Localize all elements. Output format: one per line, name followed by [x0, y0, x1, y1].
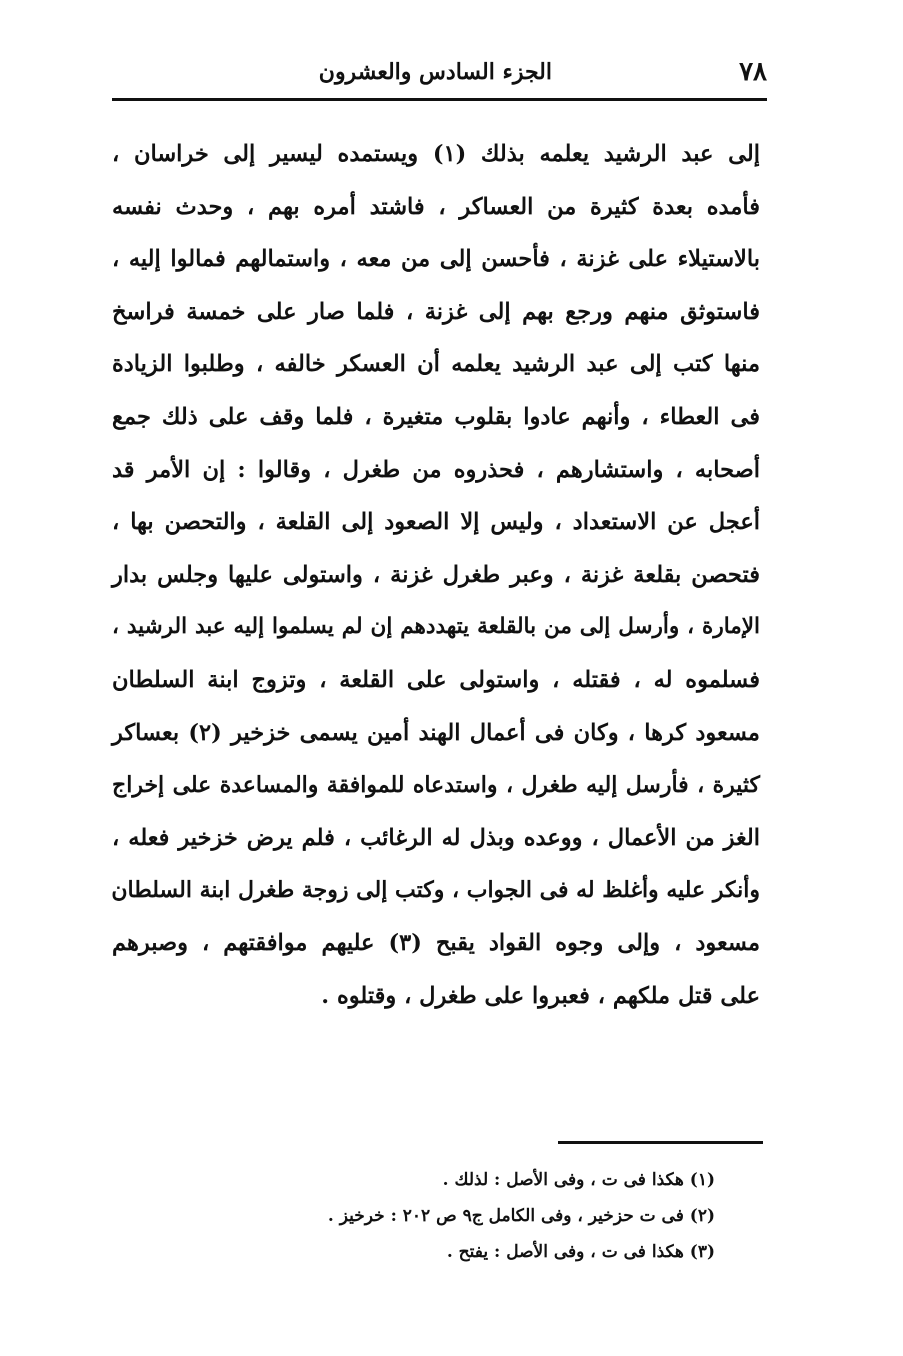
- text-line: بالاستيلاء على غزنة ، فأحسن إلى من معه ، واستمالهم فمالوا إليه ،: [112, 246, 760, 273]
- text-line: منها كتب إلى عبد الرشيد يعلمه أن العسكر خالفه ، وطلبوا الزيادة: [112, 351, 760, 378]
- header-rule: [112, 98, 767, 101]
- text-line: إلى عبد الرشيد يعلمه بذلك (١) ويستمده ليسير إلى خراسان ،: [112, 141, 760, 167]
- text-line: الغز من الأعمال ، ووعده وبذل له الرغائب ، فلم يرض خزخير فعله ،: [112, 824, 760, 851]
- page-header: [112, 55, 767, 93]
- footnote-2: (٢) فى ت حزخير ، وفى الكامل ج٩ ص ٢٠٢ : خرخيز .: [327, 1206, 715, 1226]
- text-line: مسعود ، وإلى وجوه القواد يقبح (٣) عليهم موافقتهم ، وصبرهم: [112, 929, 761, 956]
- main-text: [112, 128, 760, 1022]
- footnote-1: (١) هكذا فى ت ، وفى الأصل : لذلك .: [442, 1170, 715, 1190]
- footnote-3: (٣) هكذا فى ت ، وفى الأصل : يفتح .: [446, 1242, 715, 1262]
- text-line: كثيرة ، فأرسل إليه طغرل ، واستدعاه للموافقة والمساعدة على إخراج: [112, 772, 760, 799]
- text-line: أصحابه ، واستشارهم ، فحذروه من طغرل ، وقالوا : إن الأمر قد: [112, 456, 760, 483]
- text-line: أعجل عن الاستعداد ، وليس إلا الصعود إلى القلعة ، والتحصن بها ،: [112, 509, 760, 536]
- text-line: فسلموه له ، فقتله ، واستولى على القلعة ، وتزوج ابنة السلطان: [112, 666, 760, 693]
- text-line-last: على قتل ملكهم ، فعبروا على طغرل ، وقتلوه .: [321, 982, 760, 1009]
- page-number: ٧٨: [739, 57, 767, 87]
- text-line: فى العطاء ، وأنهم عادوا بقلوب متغيرة ، فلما وقف على ذلك جمع: [112, 403, 760, 430]
- text-line: مسعود كرها ، وكان فى أعمال الهند أمين يسمى خزخير (٢) بعساكر: [112, 719, 760, 746]
- text-line: فاستوثق منهم ورجع بهم إلى غزنة ، فلما صار على خمسة فراسخ: [112, 298, 760, 325]
- running-title: الجزء السادس والعشرون: [318, 59, 552, 85]
- footnote-rule: [558, 1141, 763, 1144]
- footnotes: [230, 1162, 715, 1270]
- text-line: فتحصن بقلعة غزنة ، وعبر طغرل غزنة ، واستولى عليها وجلس بدار: [112, 561, 760, 588]
- text-line: فأمده بعدة كثيرة من العساكر ، فاشتد أمره بهم ، وحدث نفسه: [112, 193, 760, 220]
- text-line: وأنكر عليه وأغلظ له فى الجواب ، وكتب إلى زوجة طغرل ابنة السلطان: [111, 877, 760, 904]
- text-line: الإمارة ، وأرسل إلى من بالقلعة يتهددهم إن لم يسلموا إليه عبد الرشيد ،: [112, 614, 760, 640]
